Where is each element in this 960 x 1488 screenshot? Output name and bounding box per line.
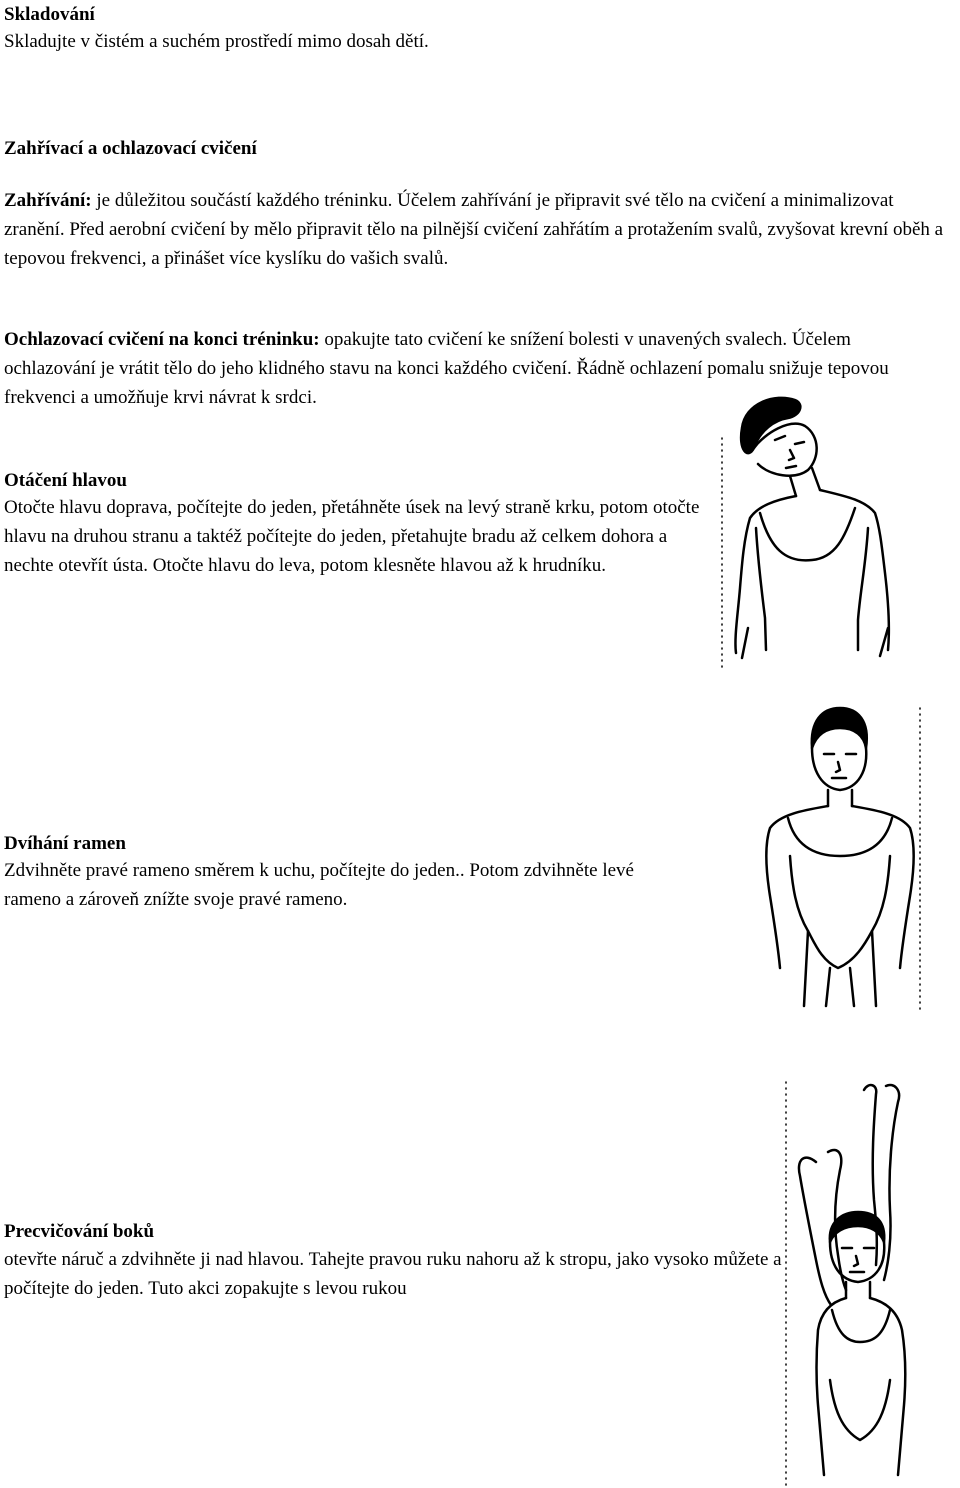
exercise-shoulder-raise-title: Dvíhání ramen [4,833,126,854]
exercise-side-stretch-text: otevřte náruč a zdvihněte ji nad hlavou. Tahejte pravou ruku nahoru až k stropu, jako vysoko můžete a počítejte do jeden. Tuto akci zopakujte s levou rukou [4,1249,782,1299]
head-rotation-illustration [720,388,910,668]
exercise-head-rotation-title: Otáčení hlavou [4,470,127,491]
warmup-label: Zahřívání: [4,190,92,211]
warmup-section-heading: Zahřívací a ochlazovací cvičení [4,138,257,159]
storage-text: Skladujte v čistém a suchém prostředí mimo dosah dětí. [4,31,429,52]
warmup-paragraph [4,186,956,273]
exercise-side-stretch-title: Precvičování boků [4,1221,155,1242]
cooldown-text: opakujte tato cvičení ke snížení bolesti v unavených svalech. Účelem ochlazování je vrátit tělo do jeho klidného stavu na konci každého cvičení. Řádně ochlazení pomalu snižuje tepovou frekvenci a umožňuje krvi návrat k srdci. [4,329,889,408]
storage-heading: Skladování [4,4,95,25]
warmup-text: je důležitou součástí každého tréninku. Účelem zahřívání je připravit své tělo na cvičení a minimalizovat zranění. Před aerobní cvičení by mělo připravit tělo na pilnější cvičení zahřátím a protažením svalů, zvyšovat krevní oběh a tepovou frekvenci, a přinášet více kyslíku do vašich svalů. [4,190,944,269]
side-stretch-illustration [776,1080,960,1488]
cooldown-label: Ochlazovací cvičení na konci tréninku: [4,329,320,350]
shoulder-raise-illustration [760,706,930,1012]
exercise-shoulder-raise-text: Zdvihněte pravé rameno směrem k uchu, počítejte do jeden.. Potom zdvihněte levé rameno a zároveň znížte svoje pravé rameno. [4,860,634,910]
exercise-head-rotation-text: Otočte hlavu doprava, počítejte do jeden, přetáhněte úsek na levý straně krku, potom otočte hlavu na druhou stranu a taktéž počítejte do jeden, přetahujte bradu až celkem dohora a nechte otevřít ústa. Otočte hlavu do leva, potom klesněte hlavou až k hrudníku. [4,497,700,576]
